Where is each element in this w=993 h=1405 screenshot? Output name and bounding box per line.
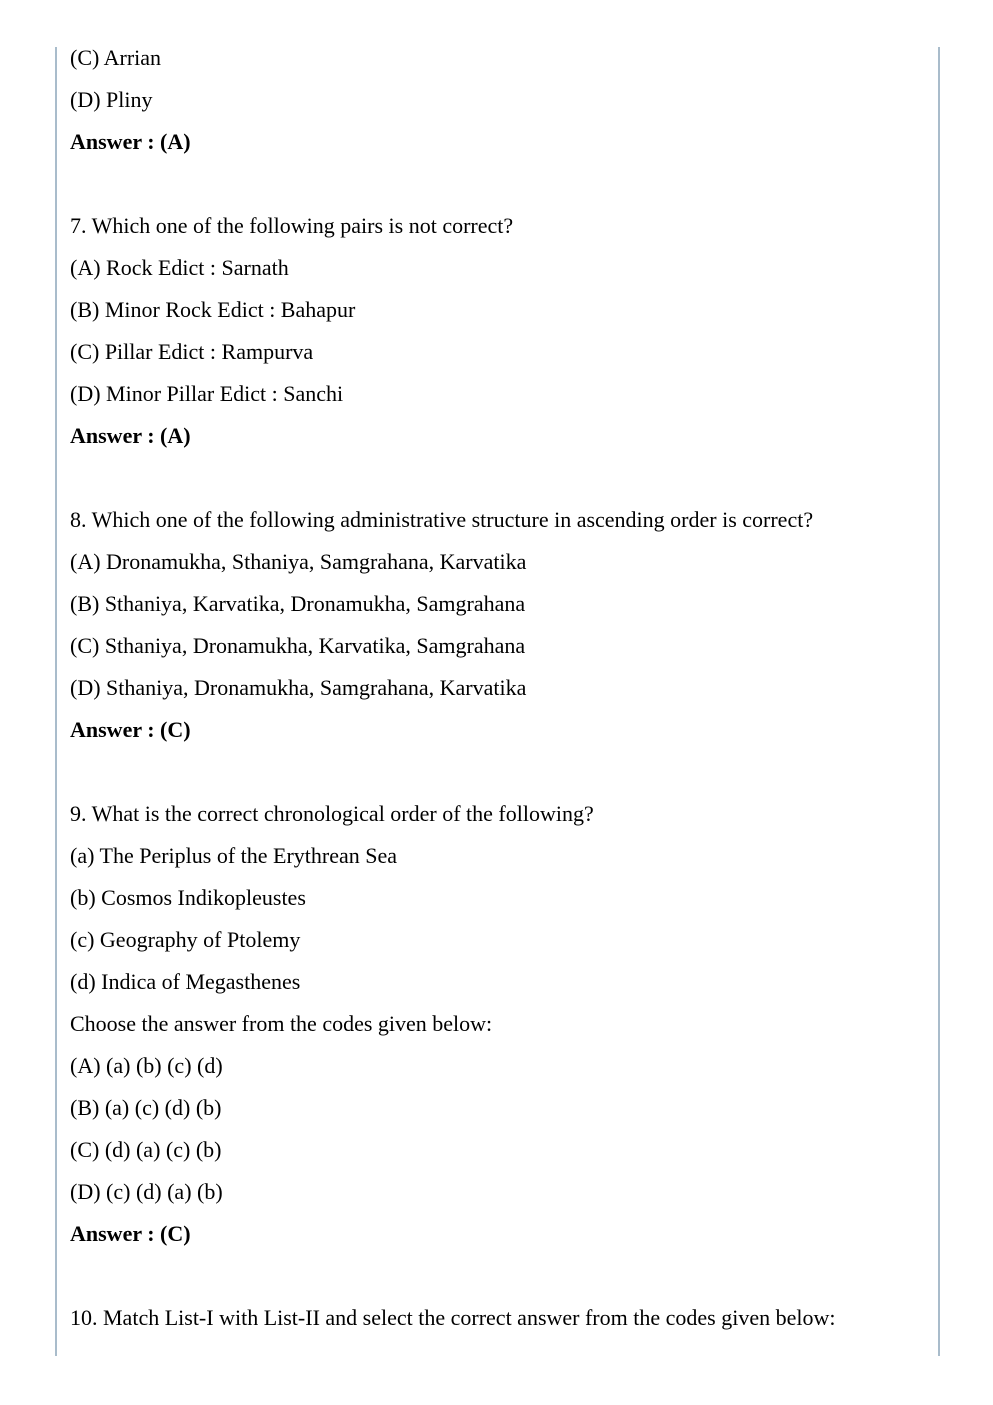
question-8-option-b: (B) Sthaniya, Karvatika, Dronamukha, Samgrahana	[70, 591, 526, 616]
question-8-text: 8. Which one of the following administrative structure in ascending order is correct?	[70, 507, 814, 532]
question-8-option-d: (D) Sthaniya, Dronamukha, Samgrahana, Karvatika	[70, 675, 527, 700]
question-6-answer: Answer : (A)	[70, 129, 191, 154]
question-10-text: 10. Match List-I with List-II and select the correct answer from the codes given below:	[70, 1305, 836, 1330]
document-page	[70, 37, 930, 1339]
page-border-left	[55, 47, 57, 1356]
question-9-code-d: (D) (c) (d) (a) (b)	[70, 1179, 223, 1204]
question-9-text: 9. What is the correct chronological order of the following?	[70, 801, 594, 826]
question-9-code-c: (C) (d) (a) (c) (b)	[70, 1137, 222, 1162]
question-9-code-a: (A) (a) (b) (c) (d)	[70, 1053, 223, 1078]
question-7-option-d: (D) Minor Pillar Edict : Sanchi	[70, 381, 344, 406]
question-7-text: 7. Which one of the following pairs is not correct?	[70, 213, 514, 238]
question-6-option-c: (C) Arrian	[70, 45, 162, 70]
question-9-item-c: (c) Geography of Ptolemy	[70, 927, 301, 952]
question-7-option-c: (C) Pillar Edict : Rampurva	[70, 339, 314, 364]
question-8-option-c: (C) Sthaniya, Dronamukha, Karvatika, Samgrahana	[70, 633, 526, 658]
question-6-option-d: (D) Pliny	[70, 87, 153, 112]
question-9-item-a: (a) The Periplus of the Erythrean Sea	[70, 843, 398, 868]
question-8-option-a: (A) Dronamukha, Sthaniya, Samgrahana, Karvatika	[70, 549, 527, 574]
question-7-option-b: (B) Minor Rock Edict : Bahapur	[70, 297, 356, 322]
question-9-item-d: (d) Indica of Megasthenes	[70, 969, 301, 994]
question-8-answer: Answer : (C)	[70, 717, 191, 742]
question-7-answer: Answer : (A)	[70, 423, 191, 448]
question-9-code-b: (B) (a) (c) (d) (b)	[70, 1095, 222, 1120]
question-9-item-b: (b) Cosmos Indikopleustes	[70, 885, 306, 910]
question-9-answer: Answer : (C)	[70, 1221, 191, 1246]
page-border-right	[938, 47, 940, 1356]
question-9-instruction: Choose the answer from the codes given below:	[70, 1011, 493, 1036]
question-7-option-a: (A) Rock Edict : Sarnath	[70, 255, 289, 280]
